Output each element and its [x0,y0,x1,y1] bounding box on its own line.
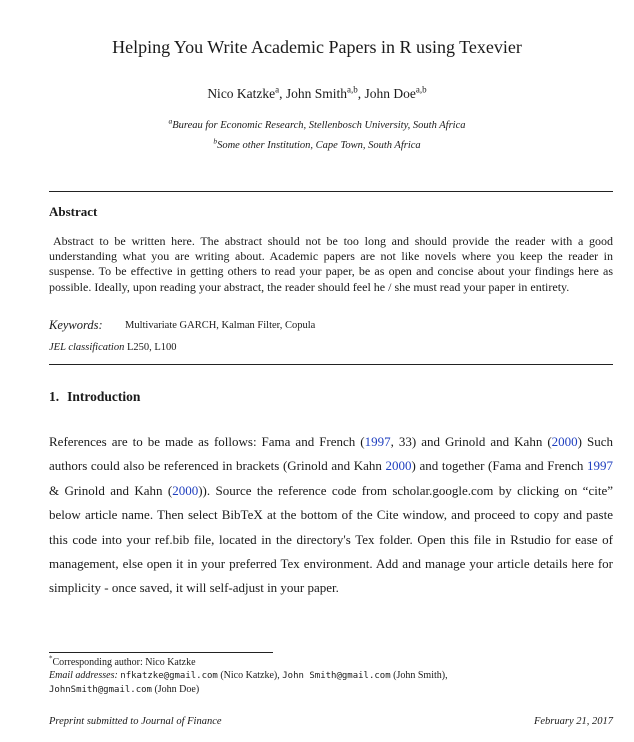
affiliation-text: Some other Institution, Cape Town, South Africa [217,140,421,151]
author-name: John Smith [285,86,348,101]
jel-label: JEL classification [49,342,125,353]
keywords-text: Multivariate GARCH, Kalman Filter, Copula [125,320,316,331]
footnote-rule [49,652,273,653]
abstract-text: Abstract to be written here. The abstract should not be too long and should provide the reader with a good understanding what you are writing about. Academic papers are not like novels where you keep the reader in suspense. To be effective in getting others to read your paper, be as open and concise about your findings here as possible. Ideally, upon reading your abstract, the reader should feel he / she must read your paper in entirety. [49,234,613,294]
citation-link[interactable]: 1997 [587,458,613,474]
preprint-note: Preprint submitted to Journal of Finance [49,716,222,727]
body-text: ) Such authors could also be referenced in brackets (Grinold and Kahn [49,434,613,474]
body-text: )). Source the reference code from scholar.google.com by clicking on “cite” below article name. Then select BibTeX at the bottom of the Cite window, and proceed to copy and paste this code into your ref.bib file, located in the directory's Tex folder. Open this file in Rstudio for ease of management, else open it in your preferred Tex environment. Add and manage your article details here for simplicity - once saved, it will self-adjust in your paper. [49,482,613,596]
body-text: , 33) and Grinold and Kahn ( [390,434,552,449]
email-owner: (Nico Katzke), [220,670,280,682]
affiliation-mark: b [213,136,218,146]
introduction-paragraph [49,430,613,601]
body-text: References are to be made as follows: Fama and French ( [49,434,365,449]
abstract-bottom-rule [49,364,613,365]
corresponding-author [49,656,613,669]
body-text: ) and together (Fama and French [411,458,587,474]
section-heading-introduction [49,389,140,405]
affiliation-b [0,136,634,151]
author-affil-mark: a,b [415,84,427,95]
paper-title: Helping You Write Academic Papers in R using Texevier [112,37,522,57]
jel-classification [49,342,177,353]
affiliation-a [0,116,634,131]
author-name: John Doe [364,86,416,101]
email-link[interactable]: JohnSmith@gmail.com [49,685,152,696]
footnote-mark: * [49,654,53,663]
citation-link[interactable]: 1997 [364,434,391,449]
author-affil-mark: a,b [347,84,358,95]
keywords-label: Keywords: [49,318,103,332]
author-list: Nico Katzke$^a$, John Smith$^{a,b}$, John Doe$^{a,b}$ [207,84,427,101]
section-title: Introduction [67,389,141,404]
email-addresses-cont [49,683,613,697]
body-text: & Grinold and Kahn ( [49,482,173,498]
author-affil-mark: a [275,84,280,95]
author-name: Nico Katzke [207,86,276,101]
citation-link[interactable]: 2000 [172,482,199,498]
preprint-date: February 21, 2017 [533,716,613,727]
corresponding-author-text: Corresponding author: Nico Katzke [52,657,196,668]
email-owner: (John Doe) [154,684,200,696]
section-number: 1. [49,389,60,404]
affiliation-mark: a [168,116,173,126]
abstract-top-rule [49,191,613,192]
footnote [49,656,613,698]
email-addresses [49,669,613,683]
abstract-heading: Abstract [49,204,98,219]
email-owner: (John Smith), [393,670,448,682]
citation-link[interactable]: 2000 [385,458,412,474]
jel-codes: L250, L100 [126,342,177,353]
affiliation-text: Bureau for Economic Research, Stellenbosch University, South Africa [172,120,466,131]
email-label: Email addresses: [49,670,118,682]
email-link[interactable]: nfkatzke@gmail.com [120,671,218,682]
email-link[interactable]: John Smith@gmail.com [282,671,391,682]
citation-link[interactable]: 2000 [551,434,578,449]
